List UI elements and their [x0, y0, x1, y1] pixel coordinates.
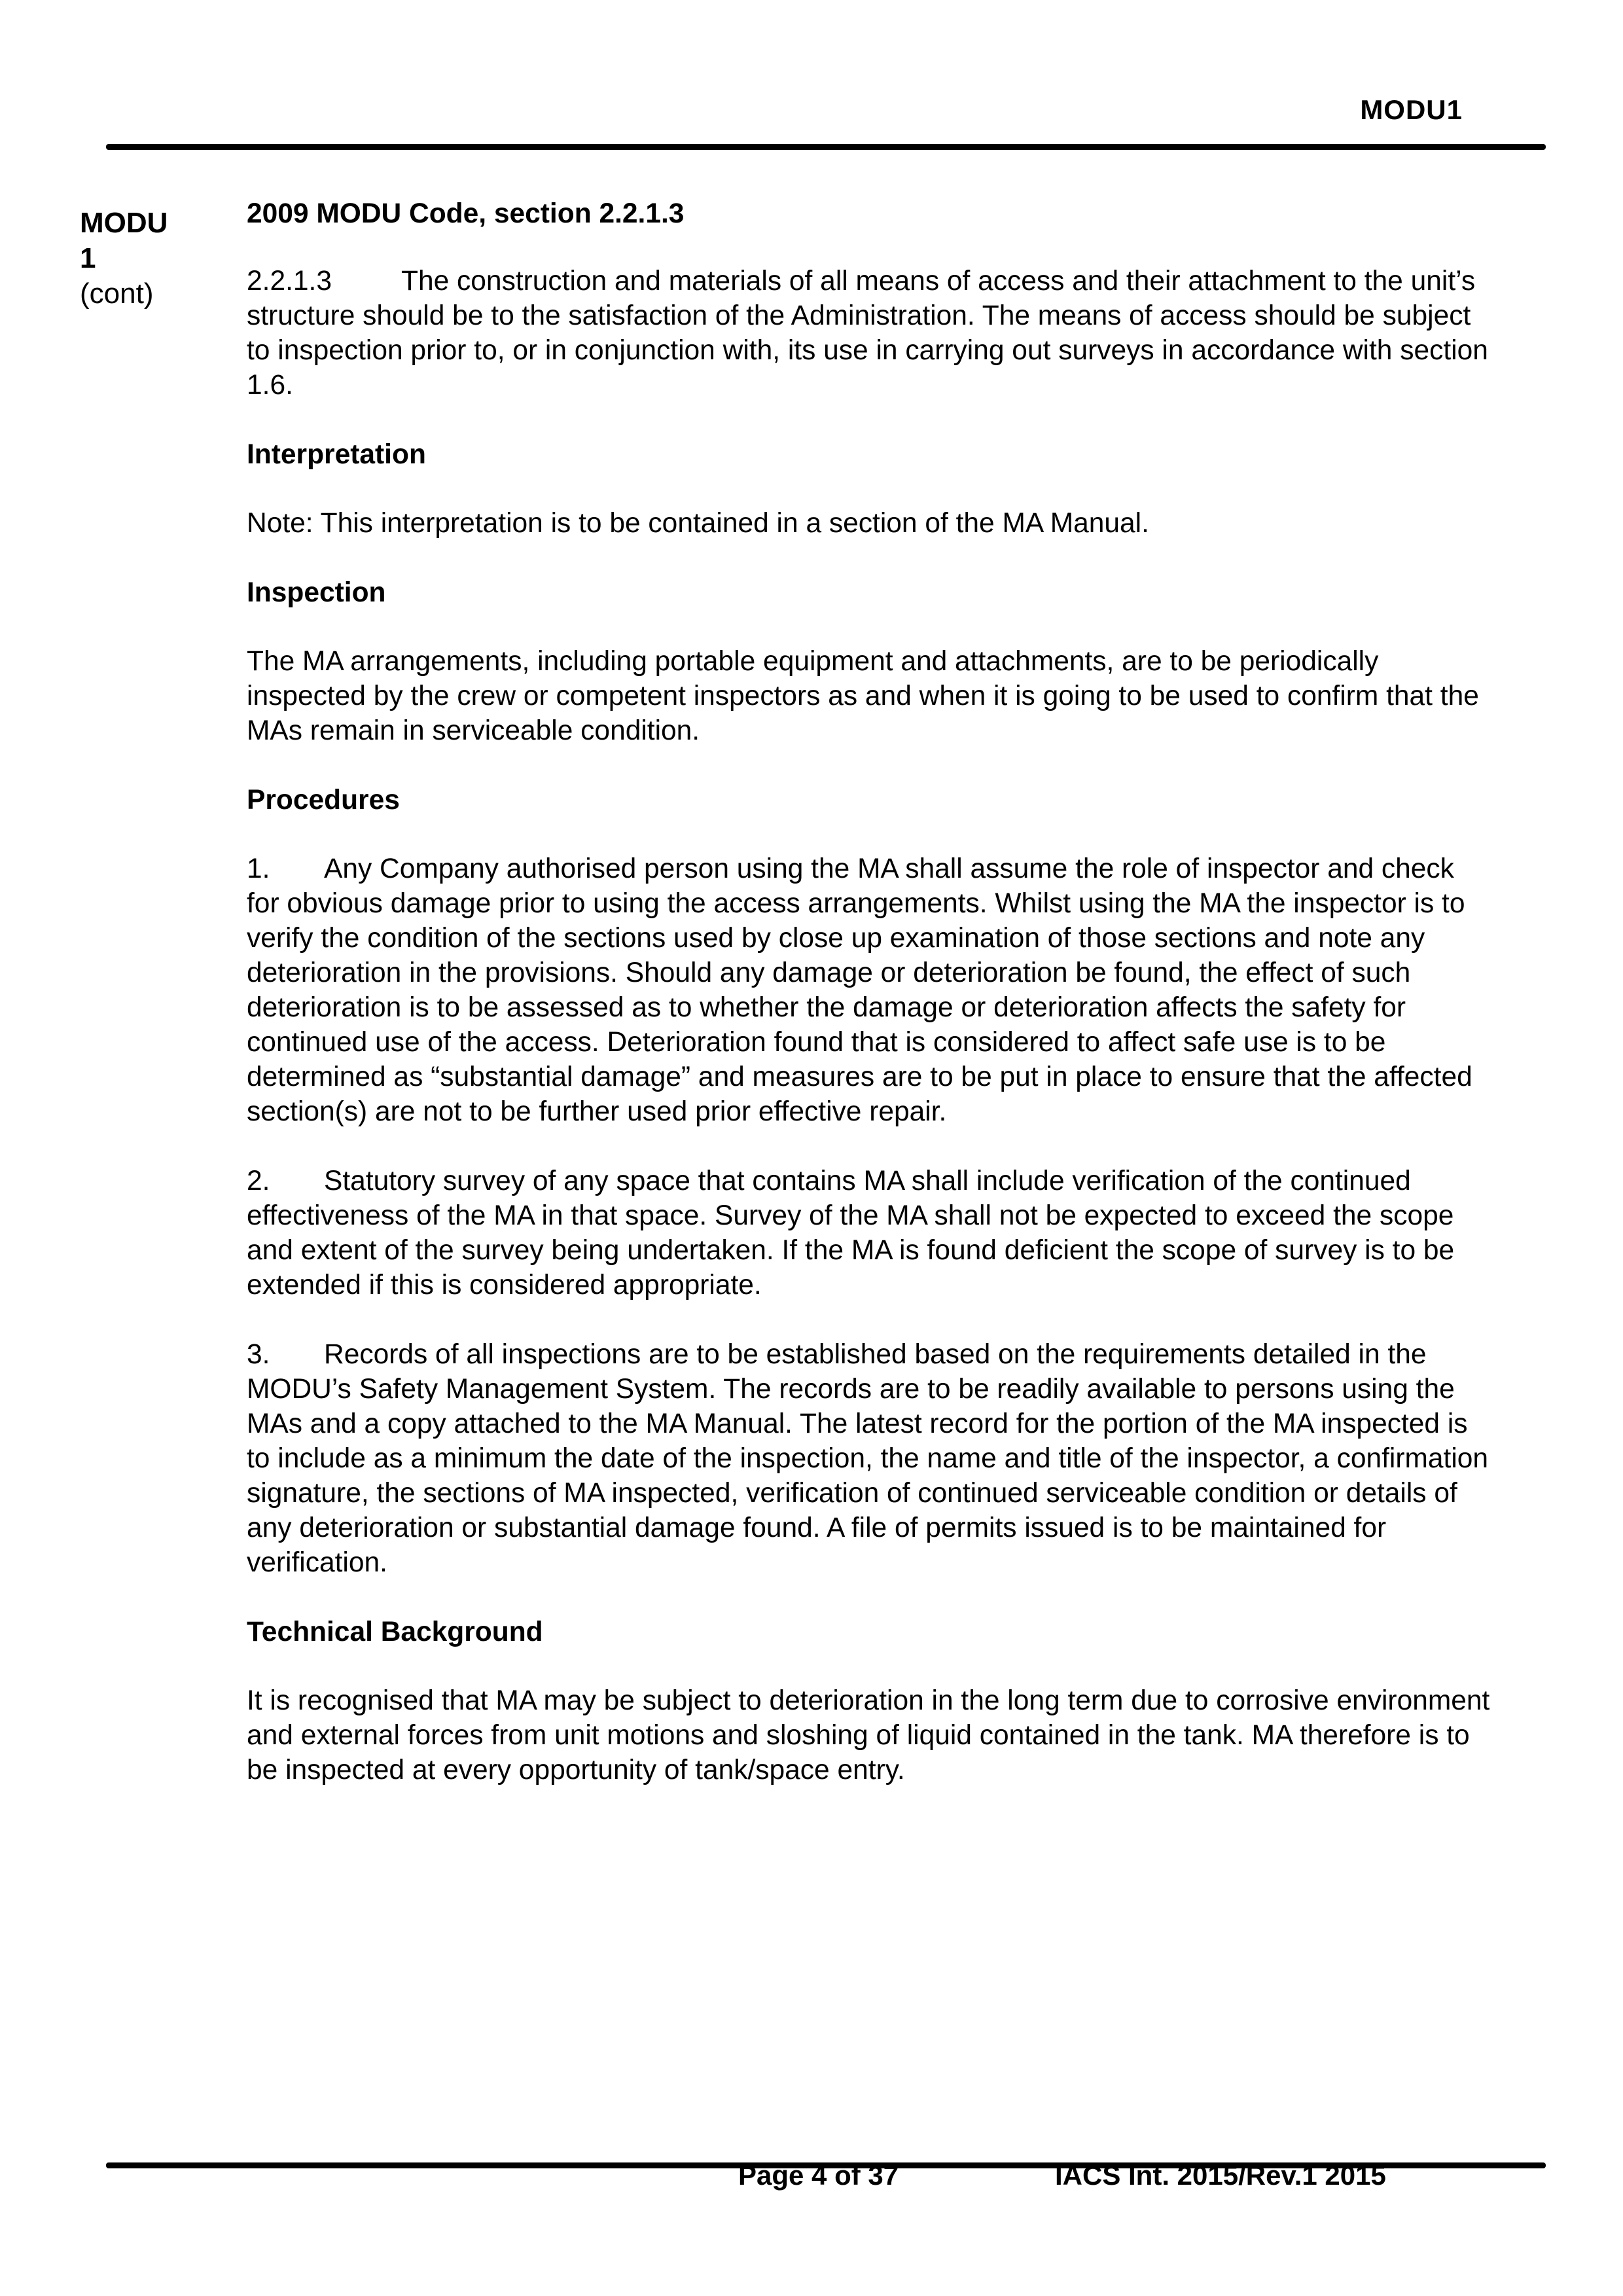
document-reference: IACS Int. 2015/Rev.1 2015 — [1055, 2160, 1386, 2191]
margin-label — [80, 206, 185, 312]
procedure-number: 3. — [247, 1339, 270, 1370]
procedure-item — [247, 1337, 1490, 1580]
procedure-item — [247, 852, 1490, 1129]
header-rule — [106, 144, 1546, 150]
technical-background-text: It is recognised that MA may be subject to deterioration in the long term due to corrosive environment and external forces from unit motions and sloshing of liquid contained in the tank. MA therefore is to be inspected at every opportunity of tank/space entry. — [247, 1685, 1490, 1785]
margin-label-line1: MODU — [80, 207, 168, 239]
procedure-item — [247, 1164, 1490, 1302]
page-number: Page 4 of 37 — [738, 2160, 899, 2191]
interpretation-note: Note: This interpretation is to be contained in a section of the MA Manual. — [247, 508, 1149, 539]
intro-number: 2.2.1.3 — [247, 266, 332, 296]
inspection-heading: Inspection — [247, 577, 386, 608]
procedure-number: 2. — [247, 1166, 270, 1196]
margin-label-line3: (cont) — [80, 278, 154, 310]
interpretation-heading: Interpretation — [247, 439, 426, 470]
section-title: 2009 MODU Code, section 2.2.1.3 — [247, 198, 685, 229]
procedure-number: 1. — [247, 853, 270, 884]
procedure-text: Records of all inspections are to be established based on the requirements detailed in the MODU’s Safety Management System. The records are to be readily available to persons using the MAs and a copy attached to the MA Manual. The latest record for the portion of the MA inspected is to include as a minimum the date of the inspection, the name and title of the inspector, a confirmation signature, the sections of MA inspected, verification of continued serviceable condition or details of any deterioration or substantial damage found. A file of permits issued is to be maintained for verification. — [247, 1339, 1489, 1578]
document-body — [247, 196, 1490, 1822]
intro-paragraph — [247, 264, 1490, 403]
margin-label-line2: 1 — [80, 242, 96, 274]
document-code: MODU1 — [1360, 94, 1463, 125]
inspection-text: The MA arrangements, including portable equipment and attachments, are to be periodically inspected by the crew or competent inspectors as and when it is going to be used to confirm that the MAs remain in serviceable condition. — [247, 646, 1479, 746]
procedure-text: Any Company authorised person using the MA shall assume the role of inspector and check for obvious damage prior to using the access arrangements. Whilst using the MA the inspector is to verify the condition of the sections used by close up examination of those sections and note any deterioration in the provisions. Should any damage or deterioration be found, the effect of such deterioration is to be assessed as to whether the damage or deterioration affects the safety for continued use of the access. Deterioration found that is considered to affect safe use is to be determined as “substantial damage” and measures are to be put in place to ensure that the affected section(s) are not to be further used prior effective repair. — [247, 853, 1472, 1127]
technical-background-heading: Technical Background — [247, 1617, 543, 1647]
intro-text: The construction and materials of all means of access and their attachment to the unit’s structure should be to the satisfaction of the Administration. The means of access should be subject to inspection prior to, or in conjunction with, its use in carrying out surveys in accordance with section 1.6. — [247, 266, 1488, 401]
procedures-heading: Procedures — [247, 785, 400, 816]
procedure-text: Statutory survey of any space that contains MA shall include verification of the continued effectiveness of the MA in that space. Survey of the MA shall not be expected to exceed the scope and extent of the survey being undertaken. If the MA is found deficient the scope of survey is to be extended if this is considered appropriate. — [247, 1166, 1455, 1300]
